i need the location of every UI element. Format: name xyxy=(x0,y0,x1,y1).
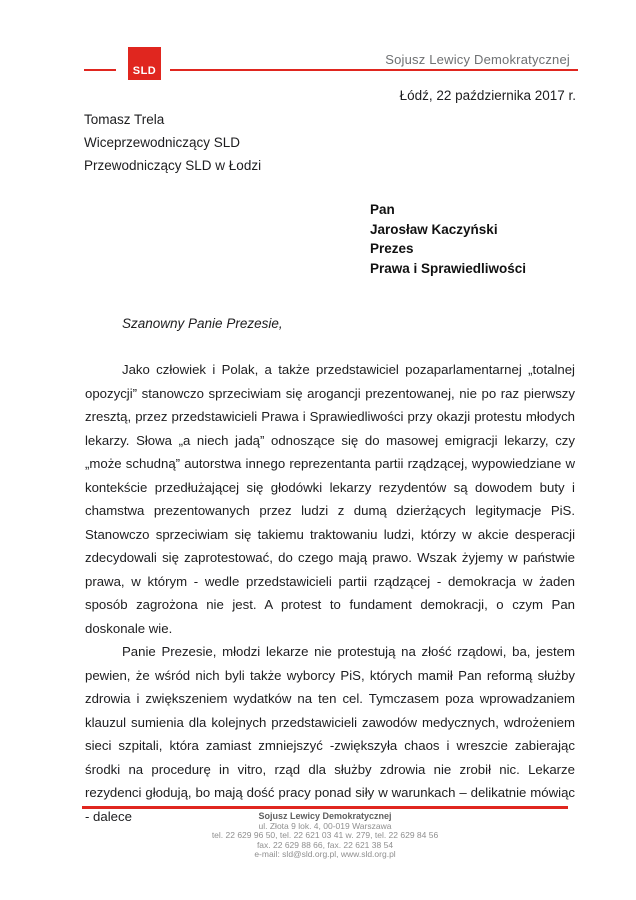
body-paragraph-2: Panie Prezesie, młodzi lekarze nie protestują na złość rządowi, ba, jestem pewien, że wśród nich byli także wyborcy PiS, których mamił Pan reformą służby zdrowia i zwiększeniem wydatków na ten cel. Tymczasem poza wprowadzaniem klauzul sumienia dla kolejnych przedstawicieli zawodów medycznych, wdrożeniem sieci szpitali, która zamiast zmniejszyć -zwiększyła chaos i wreszcie zabierając środki na procedurę in vitro, rząd dla służby zdrowia nie zrobił nic. Lekarze rezydenci głodują, bo mają dość pracy ponad siły w warunkach – delikatnie mówiąc - dalece xyxy=(85,644,575,824)
footer-phones: tel. 22 629 96 50, tel. 22 621 03 41 w. 279, tel. 22 629 84 56 xyxy=(211,830,439,840)
recipient-line: Prawa i Sprawiedliwości xyxy=(370,260,527,276)
recipient-line: Prezes xyxy=(370,241,414,256)
footer-block xyxy=(82,812,568,860)
letter-body xyxy=(85,358,575,828)
salutation: Szanowny Panie Prezesie, xyxy=(122,316,283,331)
footer-address: ul. Złota 9 lok. 4, 00-019 Warszawa xyxy=(258,820,392,831)
letterhead-right-rule xyxy=(170,69,578,71)
recipient-line: Pan xyxy=(370,202,395,217)
sender-role-2: Przewodniczący SLD w Łodzi xyxy=(84,158,262,173)
recipient-line: Jarosław Kaczyński xyxy=(370,221,498,237)
body-paragraph-1: Jako człowiek i Polak, a także przedstawiciel pozaparlamentarnej „totalnej opozycji” stanowczo sprzeciwiam się arogancji prezentowanej, nie po raz pierwszy zresztą, przez przedstawicieli Prawa i Sprawiedliwości przy okazji protestu młodych lekarzy. Słowa „a niech jadą” odnoszące się do masowej emigracji lekarzy, czy „może schudną” autorstwa innego reprezentanta partii rządzącej, wypowiedziane w kontekście przedłużającej się głodówki lekarzy rezydentów są dowodem buty i chamstwa prezentowanych przez ludzi z dumą dzierżących legitymacje PiS. Stanowczo sprzeciwiam się takiemu traktowaniu ludzi, którzy w akcie desperacji zdecydowali się zaprotestować, do czego mają prawo. Wszak żyjemy w państwie prawa, w którym - wedle przedstawicieli partii rządzącej - demokracja w żaden sposób zagrożona nie jest. A protest to fundament demokracji, o czym Pan doskonale wie. xyxy=(85,362,575,636)
date-line: Łódź, 22 października 2017 r. xyxy=(399,88,576,103)
sld-logo xyxy=(128,47,161,80)
sender-block xyxy=(84,108,261,177)
letterhead-left-rule xyxy=(84,69,116,71)
sld-logo-text: SLD xyxy=(132,65,157,77)
sender-name: Tomasz Trela xyxy=(84,112,165,127)
letterhead-org-name: Sojusz Lewicy Demokratycznej xyxy=(385,52,570,67)
footer-org-name: Sojusz Lewicy Demokratycznej xyxy=(258,811,392,821)
footer-fax: fax. 22 629 88 66, fax. 22 621 38 54 xyxy=(256,839,394,850)
sender-role-1: Wiceprzewodniczący SLD xyxy=(84,135,241,150)
footer-rule xyxy=(82,806,568,809)
footer-email-web: e-mail: sld@sld.org.pl, www.sld.org.pl xyxy=(254,849,396,859)
recipient-block xyxy=(370,200,526,278)
